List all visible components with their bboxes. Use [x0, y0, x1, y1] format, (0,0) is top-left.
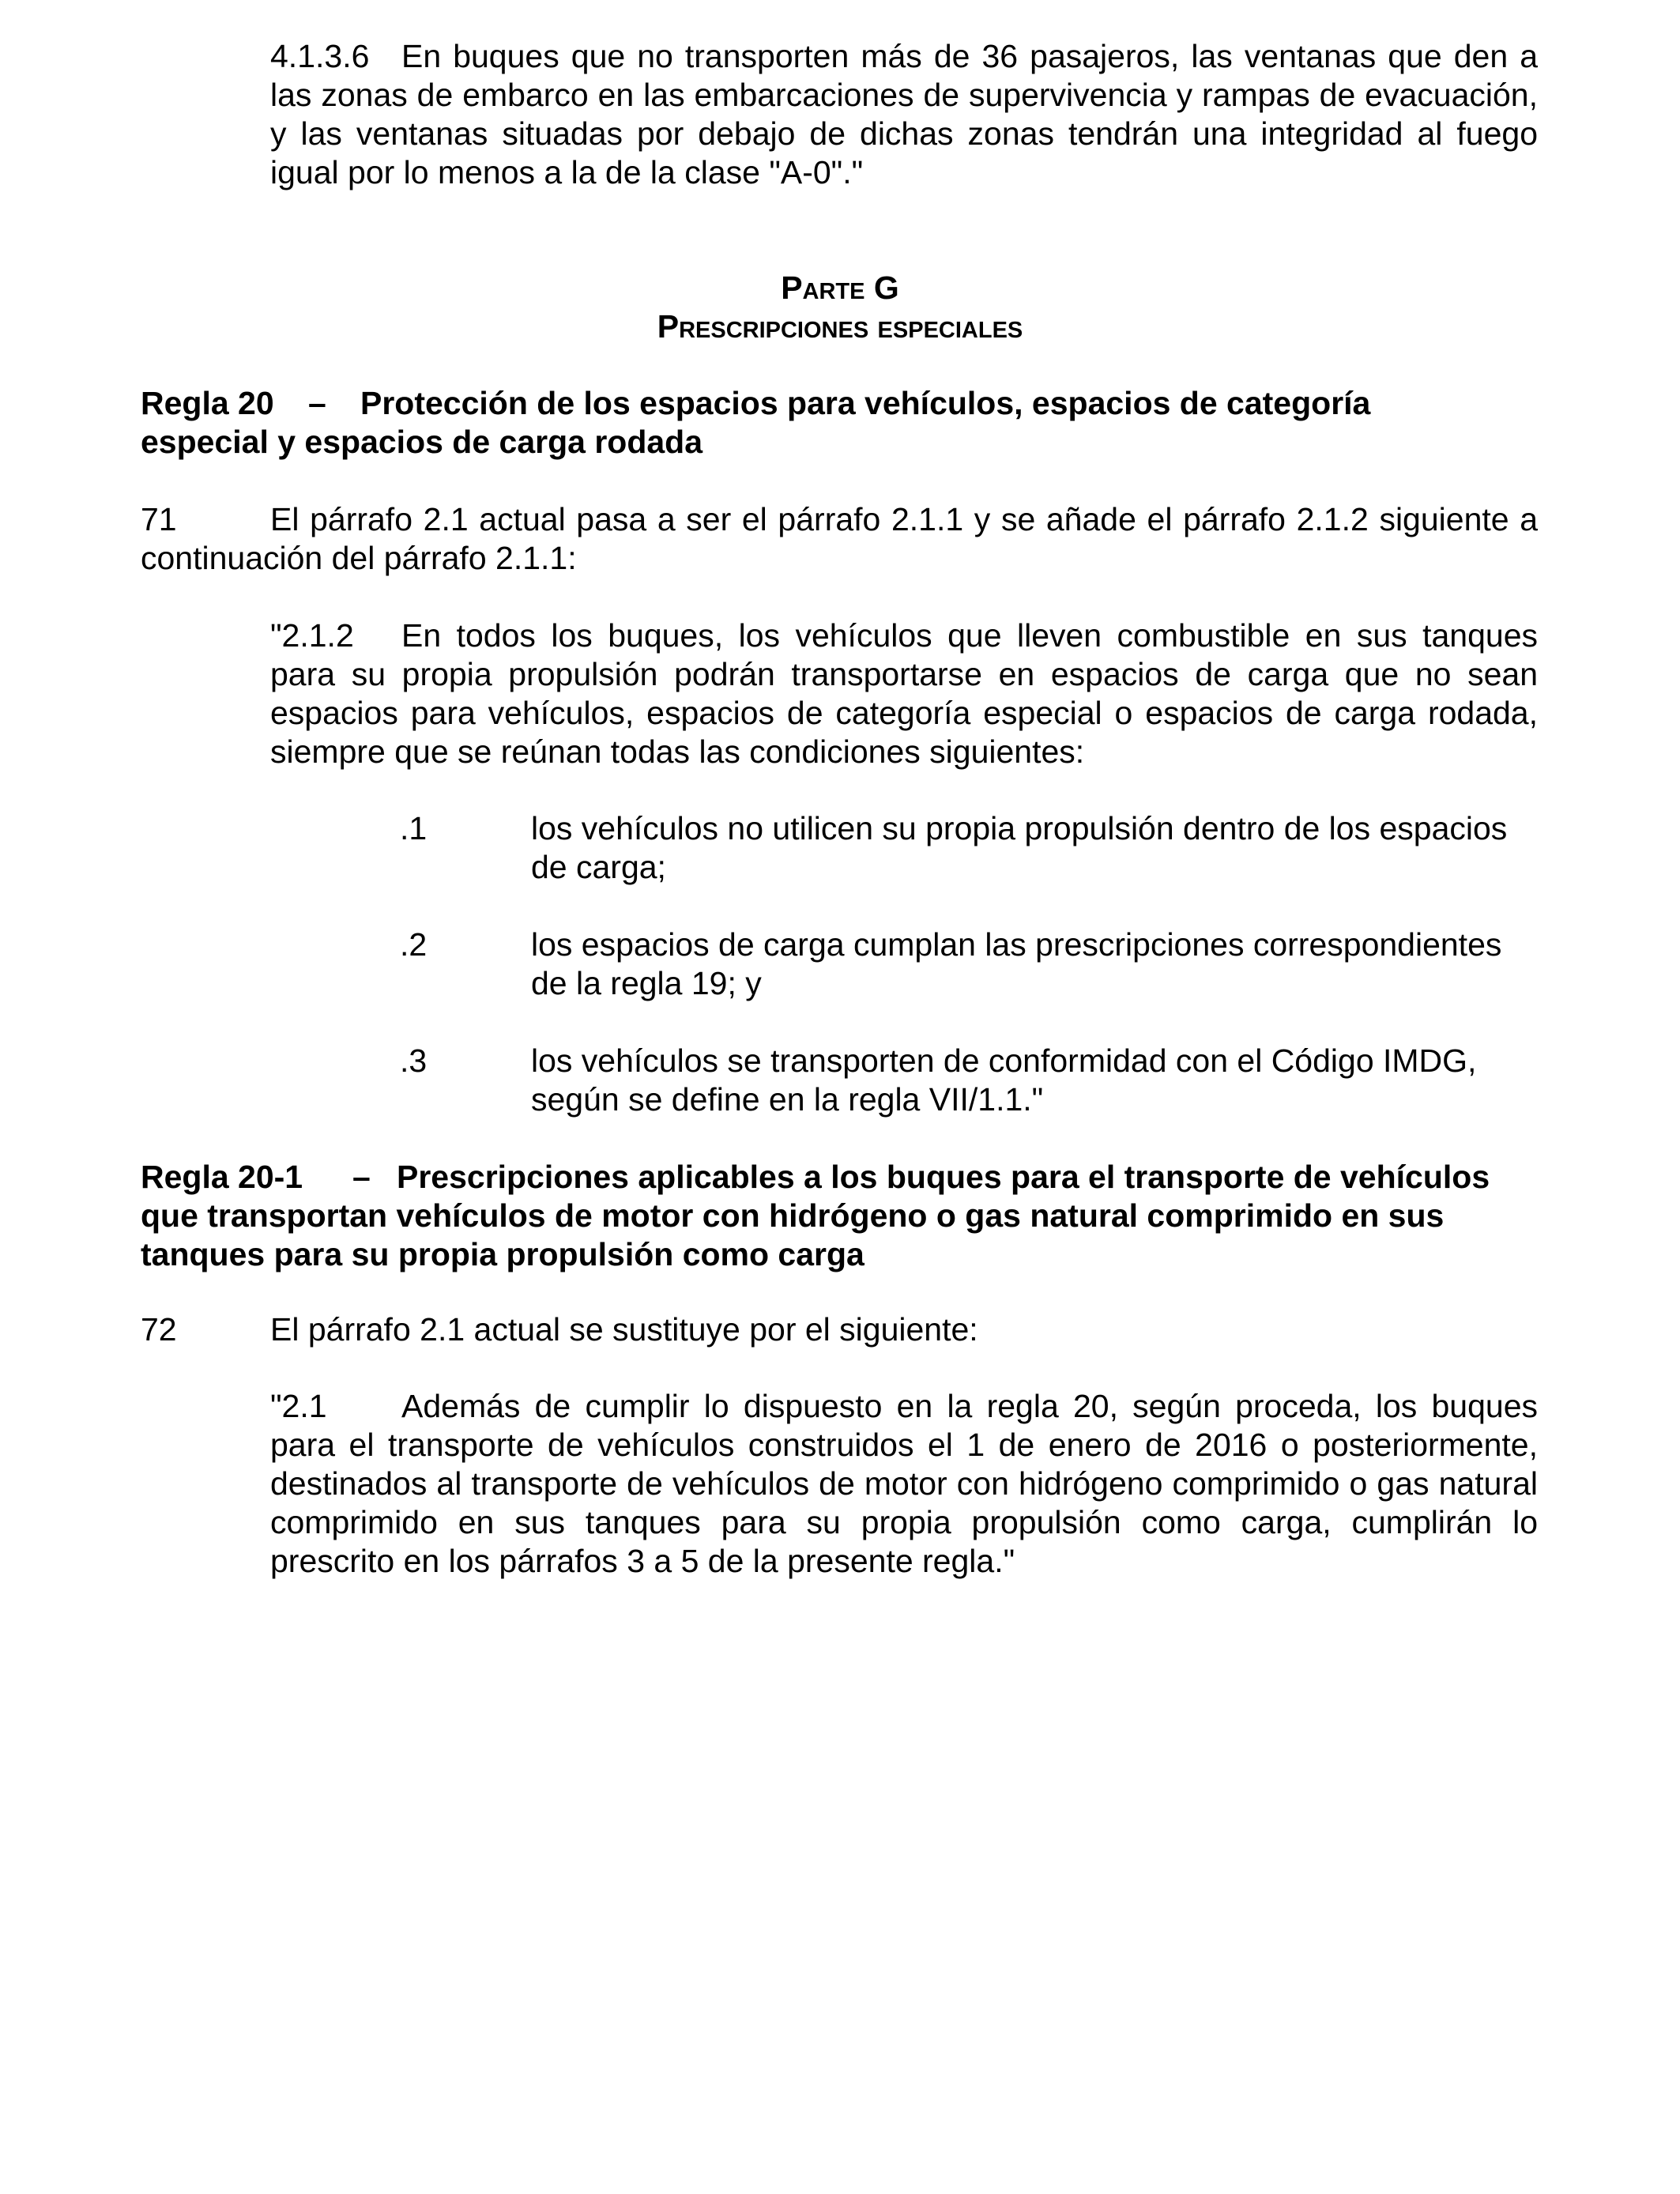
section-4-1-3-6 — [270, 37, 1538, 192]
list-item-number: .1 — [400, 810, 428, 846]
regla-title-line3: tanques para su propia propulsión como carga — [141, 1236, 864, 1272]
section-text: Además de cumplir lo dispuesto en la regla 20, según proceda, los buques para el transporte de vehículos construidos el 1 de enero de 2016 o posteriormente, destinados al transporte de vehículos de motor con hidrógeno comprimido o gas natural comprimido en sus tanques para su propia propulsión como carga, cumplirán lo prescrito en los párrafos 3 a 5 de la presente regla." — [270, 1388, 1538, 1579]
section-text: En buques que no transporten más de 36 pasajeros, las ventanas que den a las zonas de embarco en las embarcaciones de supervivencia y rampas de evacuación, y las ventanas situadas por debajo de dichas zonas tendrán una integridad al fuego igual por lo menos a la de la clase "A-0"." — [270, 38, 1538, 190]
list-item-text: los vehículos no utilicen su propia propulsión dentro de los espacios de carga; — [531, 810, 1508, 885]
section-number: "2.1 — [270, 1388, 327, 1424]
section-number: 4.1.3.6 — [270, 38, 370, 74]
regla-title-line1: Prescripciones aplicables a los buques para el transporte de vehículos — [397, 1159, 1490, 1195]
regla-title-line2: que transportan vehículos de motor con hidrógeno o gas natural comprimido en sus — [141, 1197, 1445, 1234]
regla-title-line2: especial y espacios de carga rodada — [141, 424, 703, 460]
regla-20-1-heading — [141, 1158, 1538, 1274]
regla-20-heading — [141, 384, 1538, 462]
paragraph-72 — [141, 1310, 1538, 1349]
regla-20-1-heading-line1 — [141, 1158, 1538, 1197]
regla-number: Regla 20-1 — [141, 1159, 303, 1195]
paragraph-text: El párrafo 2.1 actual pasa a ser el párrafo 2.1.1 y se añade el párrafo 2.1.2 siguiente a continuación del párrafo 2.1.1: — [141, 501, 1538, 576]
paragraph-number: 72 — [141, 1311, 177, 1348]
part-subtitle: Prescripciones especiales — [657, 308, 1023, 345]
paragraph-71 — [141, 500, 1538, 578]
section-text: En todos los buques, los vehículos que lleven combustible en sus tanques para su propia propulsión podrán transportarse en espacios de carga que no sean espacios para vehículos, espacios de categoría especial o espacios de carga rodada, siempre que se reúnan todas las condiciones siguientes: — [270, 617, 1538, 770]
section-2-1 — [270, 1387, 1538, 1581]
regla-dash: – — [352, 1159, 371, 1195]
list-item-text: los espacios de carga cumplan las prescripciones correspondientes de la regla 19; y — [531, 926, 1502, 1001]
regla-number: Regla 20 — [141, 385, 274, 421]
regla-title-line1: Protección de los espacios para vehículos, espacios de categoría — [360, 385, 1371, 421]
part-title: Parte G — [781, 270, 899, 306]
list-item-number: .3 — [400, 1042, 428, 1079]
section-number: "2.1.2 — [270, 617, 354, 654]
regla-dash: – — [308, 385, 326, 421]
paragraph-number: 71 — [141, 501, 177, 537]
section-2-1-2 — [270, 616, 1538, 771]
list-item-number: .2 — [400, 926, 428, 963]
list-item-text: los vehículos se transporten de conformidad con el Código IMDG, según se define en la regla VII/1.1." — [531, 1042, 1477, 1118]
paragraph-text: El párrafo 2.1 actual se sustituye por el siguiente: — [270, 1311, 978, 1348]
regla-20-heading-line1 — [141, 384, 1538, 423]
